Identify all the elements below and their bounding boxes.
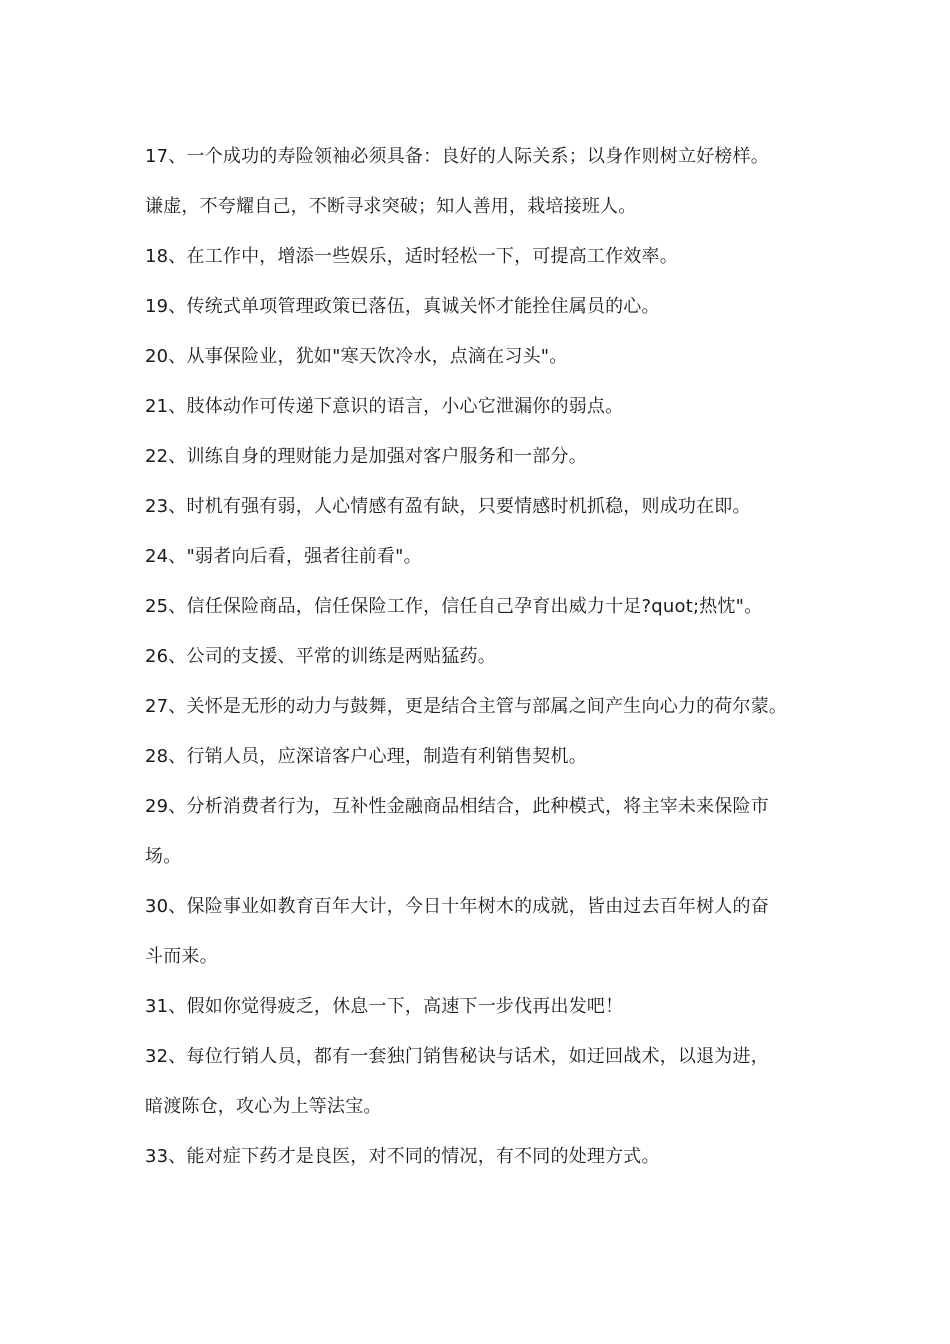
text-line: 31、假如你觉得疲乏，休息一下，高速下一步伐再出发吧！: [145, 996, 624, 1017]
text-line: 场。: [145, 846, 182, 867]
text-line: 18、在工作中，增添一些娱乐，适时轻松一下，可提高工作效率。: [145, 246, 678, 267]
text-line: 25、信任保险商品，信任保险工作，信任自己孕育出威力十足?quot;热忱"。: [145, 596, 763, 617]
document-body: [145, 132, 825, 1182]
text-line: 27、关怀是无形的动力与鼓舞，更是结合主管与部属之间产生向心力的荷尔蒙。: [145, 696, 788, 717]
text-line: 24、"弱者向后看，强者往前看"。: [145, 546, 422, 567]
text-line: 28、行销人员，应深谙客户心理，制造有利销售契机。: [145, 746, 587, 767]
text-line: 30、保险事业如教育百年大计，今日十年树木的成就，皆由过去百年树人的奋: [145, 896, 769, 917]
text-line: 32、每位行销人员，都有一套独门销售秘诀与话术，如迂回战术，以退为进，: [145, 1046, 769, 1067]
text-line: 谦虚，不夸耀自己，不断寻求突破；知人善用，栽培接班人。: [145, 196, 637, 217]
text-line: 20、从事保险业，犹如"寒天饮冷水，点滴在习头"。: [145, 346, 568, 367]
text-line: 22、训练自身的理财能力是加强对客户服务和一部分。: [145, 446, 587, 467]
text-line: 17、一个成功的寿险领袖必须具备：良好的人际关系；以身作则树立好榜样。: [145, 146, 769, 167]
text-line: 29、分析消费者行为，互补性金融商品相结合，此种模式，将主宰未来保险市: [145, 796, 769, 817]
text-line: 21、肢体动作可传递下意识的语言，小心它泄漏你的弱点。: [145, 396, 624, 417]
text-line: 暗渡陈仓，攻心为上等法宝。: [145, 1096, 382, 1117]
text-line: 33、能对症下药才是良医，对不同的情况，有不同的处理方式。: [145, 1146, 660, 1167]
text-line: 斗而来。: [145, 946, 218, 967]
text-line: 26、公司的支援、平常的训练是两贴猛药。: [145, 646, 496, 667]
text-line: 23、时机有强有弱，人心情感有盈有缺，只要情感时机抓稳，则成功在即。: [145, 496, 751, 517]
text-line: 19、传统式单项管理政策已落伍，真诚关怀才能拴住属员的心。: [145, 296, 660, 317]
